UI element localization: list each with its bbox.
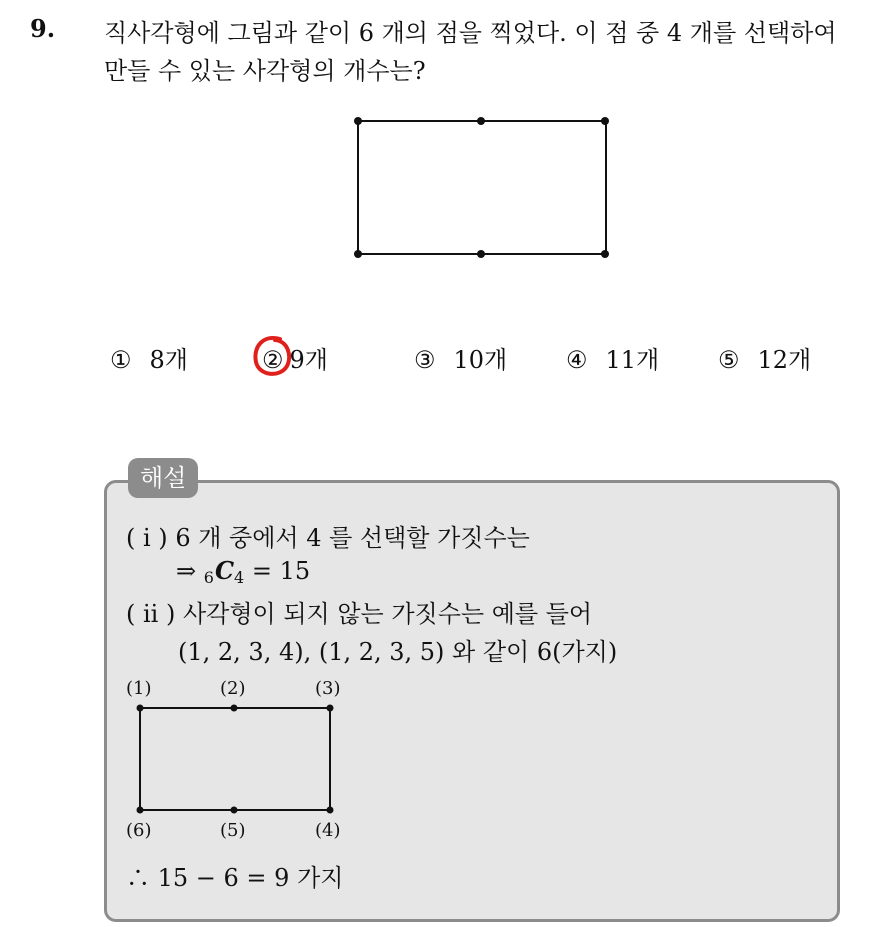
- step-1-label: ( i ): [126, 524, 168, 552]
- figure-dot-top-right: [601, 117, 609, 125]
- point-5-dot: [231, 807, 238, 814]
- explanation-rectangle: [140, 708, 330, 810]
- point-label-6: (6): [126, 820, 152, 841]
- step-2-text: 사각형이 되지 않는 가짓수는 예를 들어: [182, 600, 593, 628]
- point-label-2: (2): [220, 678, 246, 699]
- choice-3[interactable]: [414, 340, 507, 375]
- point-label-3: (3): [315, 678, 341, 699]
- point-4-dot: [327, 807, 334, 814]
- choice-5-label: 12개: [757, 346, 812, 374]
- point-label-5: (5): [220, 820, 246, 841]
- choice-1-label: 8개: [149, 346, 188, 374]
- point-label-1: (1): [126, 678, 152, 699]
- choice-4-mark: ④: [566, 346, 588, 374]
- point-6-dot: [137, 807, 144, 814]
- point-2-dot: [231, 705, 238, 712]
- formula-result: = 15: [251, 557, 311, 585]
- point-3-dot: [327, 705, 334, 712]
- question-rectangle: [358, 121, 606, 254]
- explanation-step-2: [126, 594, 592, 629]
- choice-3-label: 10개: [453, 346, 508, 374]
- step-2-example: (1, 2, 3, 4), (1, 2, 3, 5) 와 같이 6(가지): [178, 638, 618, 666]
- choice-4-label: 11개: [605, 346, 660, 374]
- choice-5-mark: ⑤: [718, 346, 740, 374]
- formula-n: 6: [203, 568, 214, 587]
- figure-dot-bottom-right: [601, 250, 609, 258]
- question-figure: [0, 0, 884, 300]
- choice-4[interactable]: [566, 340, 659, 375]
- choice-2-mark: ②: [262, 346, 284, 374]
- figure-dot-bottom-left: [354, 250, 362, 258]
- question-number: 9.: [30, 14, 56, 43]
- step-1-text: 6 개 중에서 4 를 선택할 가짓수는: [175, 524, 530, 552]
- conclusion: ∴ 15 − 6 = 9 가지: [126, 864, 344, 892]
- explanation-tag: 해설: [128, 458, 198, 498]
- question-line-2: 만들 수 있는 사각형의 개수는?: [104, 57, 426, 85]
- figure-dot-top-left: [354, 117, 362, 125]
- choice-3-mark: ③: [414, 346, 436, 374]
- combination-formula: [176, 556, 310, 587]
- point-1-dot: [137, 705, 144, 712]
- figure-dot-top-middle: [477, 117, 485, 125]
- step-2-label: ( ii ): [126, 600, 176, 628]
- choice-5[interactable]: [718, 340, 811, 375]
- formula-c: C: [214, 556, 235, 585]
- choice-1-mark: ①: [110, 346, 132, 374]
- answer-choices: [0, 340, 884, 380]
- explanation-step-1: [126, 518, 530, 553]
- question-line-1: 직사각형에 그림과 같이 6 개의 점을 찍었다. 이 점 중 4 개를 선택하여: [104, 19, 837, 47]
- choice-2-label: 9개: [289, 346, 328, 374]
- answer-circle-mark: [250, 332, 294, 382]
- choice-1[interactable]: [110, 340, 188, 375]
- formula-arrow: ⇒: [176, 557, 197, 585]
- figure-dot-bottom-middle: [477, 250, 485, 258]
- formula-k: 4: [234, 568, 245, 587]
- explanation-figure: [0, 700, 400, 820]
- point-label-4: (4): [315, 820, 341, 841]
